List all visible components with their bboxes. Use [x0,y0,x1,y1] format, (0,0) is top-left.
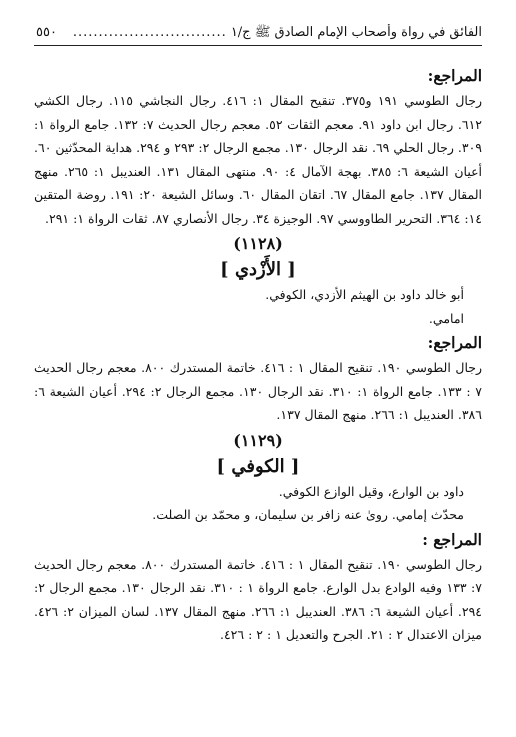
entry-line: داود بن الوارع، وقيل الوازع الكوفي. [278,483,464,499]
references-text: رجال الطوسي ١٩٠. تنقيح المقال ١ : ٤١٦. خاتمة المستدرك ٨٠٠. معجم رجال الحديث ٧ : ١٣٣. جامع الرواة ١: ٣١٠. نقد الرجال ١٣٠. مجمع الرجال ٢: ٢٩٤. أعيان الشيعة ٦: ٣٨٦. العنديبل ١: ٢٦٦. منهج المقال ١٣٧. [34,360,483,422]
references-heading: المراجع: [427,66,482,85]
entry-number: (١١٢٩) [233,430,283,450]
running-header [36,24,482,43]
header-book-title: الفائق في رواة وأصحاب الإمام الصادق ﷺ ج/١ [230,25,482,40]
header-rule [34,45,482,46]
references-heading: المراجع : [422,529,482,549]
references-heading: المراجع: [427,333,482,352]
header-dots: .............................. [72,25,227,40]
page-number: ٥٥٠ [36,25,57,40]
entry-title: [ الكوفي ] [216,455,300,477]
entry-line: امامي. [428,310,464,326]
page-body [34,63,482,647]
references-text: رجال الطوسي ١٩١ و٣٧٥. تنقيح المقال ١: ٤١٦. رجال النجاشي ١١٥. رجال الكشي ٦١٢. رجال ابن داود ٩١. معجم الثقات ٥٢. معجم رجال الحديث ٧: ١٣٢. جامع الرواة ١: ٣٠٩. رجال الحلي ٦٩. نقد الرجال ١٣٠. مجمع الرجال ٢: ٢٩٣ و ٢٩٤. هداية المحدّثين ٦٠. أعيان الشيعة ٦: ٣٨٥. بهجة الآمال ٤: ٩٠. منتهى المقال ١٣١. العنديبل ١: ٢٦٥. منهج المقال ١٣٧. جامع المقال ٦٧. اتقان المقال ٦٠. وسائل الشيعة ٢٠: ١٩١. روضة المتقين ١٤: ٣٦٤. التحرير الطاووسي ٩٧. الوجيزة ٣٤. رجال الأنصاري ٨٧. ثقات الرواة ١: ٢٩١. [34,93,483,226]
entry-line: أبو خالد داود بن الهيثم الأزدي، الكوفي. [265,287,464,302]
references-text: رجال الطوسي ١٩٠. تنقيح المقال ١ : ٤١٦. خاتمة المستدرك ٨٠٠. معجم رجال الحديث ٧: ١٣٣ وفيه الوادع بدل الوارع. جامع الرواة ١ : ٣١٠. نقد الرجال ١٣٠. مجمع الرجال ٢: ٢٩٤. أعيان الشيعة ٦: ٣٨٦. العنديبل ١: ٢٦٦. منهج المقال ١٣٧. لسان الميزان ٢: ٤٢٦. ميزان الاعتدال ٢ : ٢١. الجرح والتعديل ١ : ٢ : ٤٢٦. [34,556,483,642]
entry-number: (١١٢٨) [233,234,283,253]
entry-line: محدّث إمامي. روىٰ عنه زافر بن سليمان، و محمّد بن الصلت. [152,507,464,522]
entry-title: [ الأَزْدي ] [220,259,296,280]
